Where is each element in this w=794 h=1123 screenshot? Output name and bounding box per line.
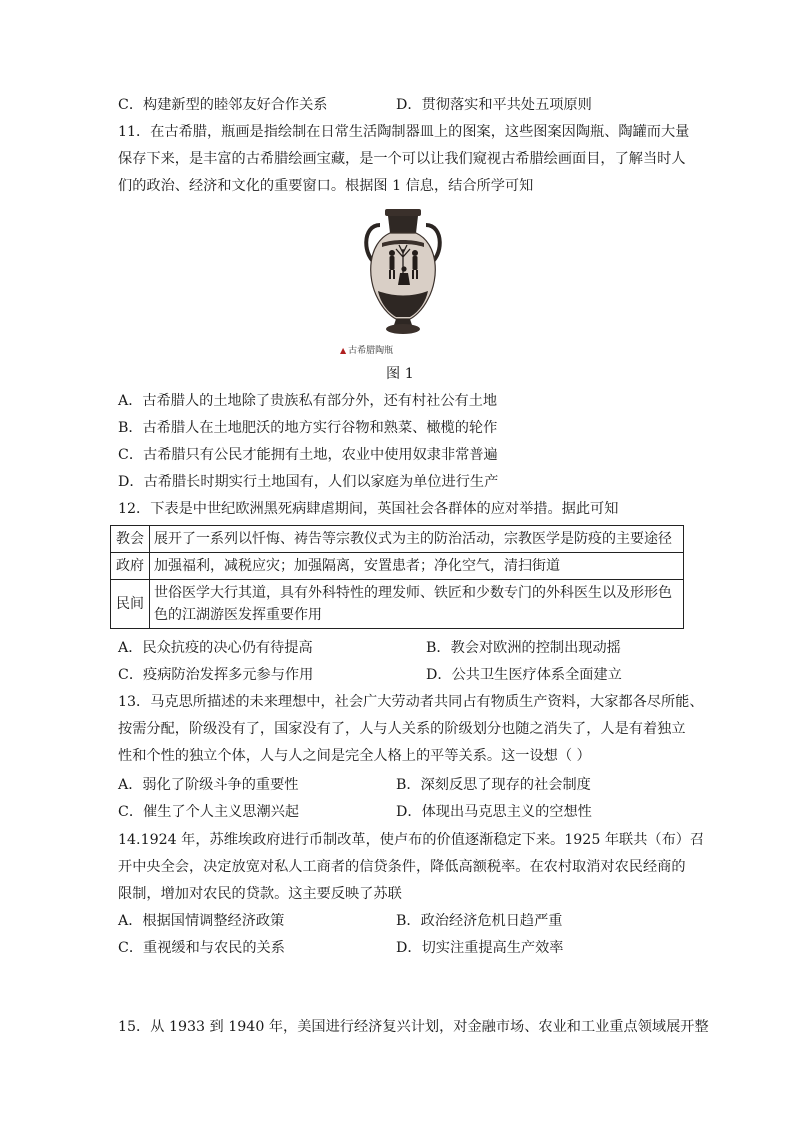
q11-stem-line-1: 11．在古希腊，瓶画是指绘制在日常生活陶制器皿上的图案，这些图案因陶瓶、陶罐而大量: [118, 124, 690, 140]
vase-caption: ▲ 古希腊陶瓶: [340, 346, 394, 356]
q15-stem-line-1: 15．从 1933 到 1940 年，美国进行经济复兴计划，对金融市场、农业和工业重点领域展开整: [118, 1019, 709, 1035]
q12-stem: 12．下表是中世纪欧洲黑死病肆虐期间，英国社会各群体的应对举措。据此可知: [118, 501, 619, 517]
q13-stem-line-1: 13．马克思所描述的未来理想中，社会广大劳动者共同占有物质生产资料，大家都各尽所能、: [118, 694, 704, 710]
table-text-cell: 加强福利，减税应灾；加强隔离，安置患者；净化空气，清扫街道: [150, 553, 684, 580]
q10-option-c: C．构建新型的睦邻友好合作关系: [118, 97, 328, 113]
q12-option-c: C．疫病防治发挥多元参与作用: [118, 667, 314, 683]
table-row: [111, 580, 684, 629]
q14-option-c: C．重视缓和与农民的关系: [118, 940, 285, 956]
triangle-icon: ▲: [340, 346, 347, 355]
table-group-cell: 民间: [111, 580, 150, 629]
q14-stem-line-1: 14.1924 年，苏维埃政府进行币制改革，使卢布的价值逐渐稳定下来。1925 年联共（布）召: [118, 832, 705, 848]
vase-icon: [358, 207, 448, 337]
q11-stem-line-2: 保存下来，是丰富的古希腊绘画宝藏，是一个可以让我们窥视古希腊绘画面目，了解当时人: [118, 151, 686, 167]
q11-option-c: C．古希腊只有公民才能拥有土地，农业中使用奴隶非常普遍: [118, 447, 498, 463]
q14-option-a: A．根据国情调整经济政策: [118, 913, 285, 929]
q13-stem-line-3: 性和个性的独立个体，人与人之间是完全人格上的平等关系。这一设想（ ）: [118, 748, 591, 764]
q13-option-d: D．体现出马克思主义的空想性: [396, 804, 592, 820]
greek-vase-image: [358, 207, 448, 337]
q12-option-b: B．教会对欧洲的控制出现动摇: [426, 640, 621, 656]
q11-option-b: B．古希腊人在土地肥沃的地方实行谷物和熟菜、橄榄的轮作: [118, 420, 498, 436]
q14-option-b: B．政治经济危机日趋严重: [396, 913, 563, 929]
q12-option-d: D．公共卫生医疗体系全面建立: [426, 667, 622, 683]
q14-option-d: D．切实注重提高生产效率: [396, 940, 564, 956]
q11-option-d: D．古希腊长时期实行土地国有，人们以家庭为单位进行生产: [118, 474, 499, 490]
q10-option-d: D．贯彻落实和平共处五项原则: [396, 97, 592, 113]
q14-stem-line-2: 开中央全会，决定放宽对私人工商者的信贷条件，降低高额税率。在农村取消对农民经商的: [118, 859, 686, 875]
q14-stem-line-3: 限制，增加对农民的贷款。这主要反映了苏联: [118, 886, 402, 902]
q13-stem-line-2: 按需分配，阶级没有了，国家没有了，人与人关系的阶级划分也随之消失了，人是有着独立: [118, 721, 686, 737]
table-row: [111, 553, 684, 580]
table-text-cell: 展开了一系列以忏悔、祷告等宗教仪式为主的防治活动，宗教医学是防疫的主要途径: [150, 526, 684, 553]
q13-option-c: C．催生了个人主义思潮兴起: [118, 804, 300, 820]
figure-label: 图 1: [386, 366, 414, 382]
q12-table: [110, 525, 684, 629]
q13-option-a: A．弱化了阶级斗争的重要性: [118, 777, 299, 793]
table-row: [111, 526, 684, 553]
q13-option-b: B．深刻反思了现存的社会制度: [396, 777, 591, 793]
table-text-cell: 世俗医学大行其道，具有外科特性的理发师、铁匠和少数专门的外科医生以及形形色色的江湖游医发挥重要作用: [150, 580, 684, 629]
table-group-cell: 教会: [111, 526, 150, 553]
table-group-cell: 政府: [111, 553, 150, 580]
q11-option-a: A．古希腊人的土地除了贵族私有部分外，还有村社公有土地: [118, 393, 498, 409]
q11-stem-line-3: 们的政治、经济和文化的重要窗口。根据图 1 信息，结合所学可知: [118, 178, 534, 194]
q12-option-a: A．民众抗疫的决心仍有待提高: [118, 640, 313, 656]
